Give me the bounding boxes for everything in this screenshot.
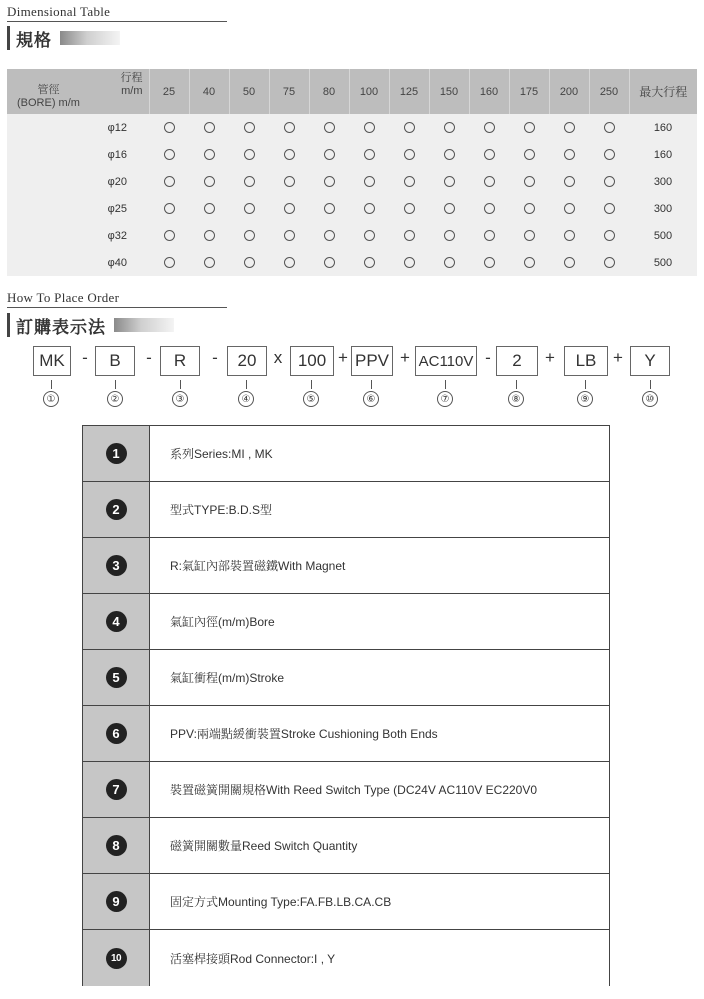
legend-number: 8 (106, 835, 127, 856)
legend-number: 4 (106, 611, 127, 632)
position-number-8: ⑧ (508, 391, 524, 407)
bore-cell: φ16 (7, 141, 149, 168)
heading-gradient-bar (60, 31, 120, 45)
availability-cell (509, 249, 549, 276)
available-circle-icon (524, 203, 535, 214)
available-circle-icon (604, 149, 615, 160)
available-circle-icon (284, 230, 295, 241)
availability-cell (549, 168, 589, 195)
available-circle-icon (404, 149, 415, 160)
stroke-header-cell: 75 (269, 69, 309, 114)
availability-cell (149, 141, 189, 168)
heading-bar (7, 313, 10, 337)
available-circle-icon (244, 257, 255, 268)
stroke-header-cell: 175 (509, 69, 549, 114)
availability-cell (429, 249, 469, 276)
order-title-rule (7, 307, 227, 308)
available-circle-icon (364, 176, 375, 187)
availability-cell (349, 114, 389, 141)
legend-number-cell (83, 650, 150, 705)
code-tick (650, 380, 651, 389)
legend-number: 7 (106, 779, 127, 800)
available-circle-icon (364, 122, 375, 133)
legend-description: 型式TYPE:B.D.S型 (150, 482, 609, 537)
availability-cell (149, 195, 189, 222)
position-number-9: ⑨ (577, 391, 593, 407)
availability-cell (469, 222, 509, 249)
available-circle-icon (484, 203, 495, 214)
availability-cell (509, 222, 549, 249)
available-circle-icon (164, 176, 175, 187)
availability-cell (389, 168, 429, 195)
max-stroke-cell: 300 (629, 168, 697, 195)
bore-cell: φ20 (7, 168, 149, 195)
availability-cell (349, 249, 389, 276)
available-circle-icon (564, 257, 575, 268)
code-tick (371, 380, 372, 389)
availability-cell (309, 114, 349, 141)
available-circle-icon (324, 122, 335, 133)
table-row (7, 114, 697, 141)
table-row (7, 141, 697, 168)
available-circle-icon (204, 203, 215, 214)
legend-number-cell (83, 482, 150, 537)
availability-cell (469, 114, 509, 141)
available-circle-icon (324, 176, 335, 187)
legend-number: 6 (106, 723, 127, 744)
availability-cell (309, 141, 349, 168)
legend-number: 9 (106, 891, 127, 912)
stroke-header-cell: 25 (149, 69, 189, 114)
table-header-row (7, 69, 697, 114)
available-circle-icon (164, 230, 175, 241)
available-circle-icon (324, 203, 335, 214)
legend-number: 1 (106, 443, 127, 464)
availability-cell (589, 114, 629, 141)
available-circle-icon (404, 203, 415, 214)
available-circle-icon (604, 122, 615, 133)
heading-gradient-bar (114, 318, 174, 332)
legend-row (83, 818, 609, 874)
availability-cell (429, 168, 469, 195)
availability-cell (149, 222, 189, 249)
available-circle-icon (444, 230, 455, 241)
available-circle-icon (524, 122, 535, 133)
code-magnet-box: R (160, 346, 200, 376)
availability-cell (189, 141, 229, 168)
code-separator: + (338, 348, 348, 367)
available-circle-icon (444, 176, 455, 187)
code-separator: + (545, 348, 555, 367)
available-circle-icon (564, 176, 575, 187)
availability-cell (549, 222, 589, 249)
stroke-unit: m/m (121, 85, 143, 97)
available-circle-icon (244, 203, 255, 214)
available-circle-icon (204, 122, 215, 133)
legend-row (83, 706, 609, 762)
max-stroke-cell: 500 (629, 249, 697, 276)
availability-cell (509, 195, 549, 222)
availability-cell (309, 222, 349, 249)
availability-cell (589, 249, 629, 276)
legend-number-cell (83, 818, 150, 873)
stroke-header-cell: 50 (229, 69, 269, 114)
bore-axis-label (17, 84, 80, 110)
available-circle-icon (204, 149, 215, 160)
available-circle-icon (324, 230, 335, 241)
available-circle-icon (404, 230, 415, 241)
available-circle-icon (524, 176, 535, 187)
available-circle-icon (524, 257, 535, 268)
availability-cell (549, 141, 589, 168)
availability-cell (549, 195, 589, 222)
available-circle-icon (444, 149, 455, 160)
bore-label-zh: 管徑 (37, 84, 60, 96)
availability-cell (349, 141, 389, 168)
available-circle-icon (564, 149, 575, 160)
legend-row (83, 930, 609, 986)
dimensional-table (7, 69, 697, 276)
max-stroke-cell: 160 (629, 141, 697, 168)
legend-description: 磁簧開關數量Reed Switch Quantity (150, 818, 609, 873)
availability-cell (589, 222, 629, 249)
position-number-6: ⑥ (363, 391, 379, 407)
dimensional-title-rule (7, 21, 227, 22)
available-circle-icon (604, 176, 615, 187)
available-circle-icon (404, 257, 415, 268)
availability-cell (189, 195, 229, 222)
position-number-2: ② (107, 391, 123, 407)
table-corner-header (7, 69, 149, 114)
stroke-header-cell: 40 (189, 69, 229, 114)
availability-cell (309, 168, 349, 195)
availability-cell (469, 195, 509, 222)
availability-cell (189, 222, 229, 249)
bore-cell: φ25 (7, 195, 149, 222)
availability-cell (149, 168, 189, 195)
dimensional-title-zh: 規格 (16, 30, 52, 51)
availability-cell (589, 195, 629, 222)
legend-row (83, 426, 609, 482)
position-number-1: ① (43, 391, 59, 407)
availability-cell (349, 222, 389, 249)
available-circle-icon (444, 257, 455, 268)
legend-description: PPV:兩端點緩衝裝置Stroke Cushioning Both Ends (150, 706, 609, 761)
stroke-header-cell: 100 (349, 69, 389, 114)
legend-number-cell (83, 706, 150, 761)
table-row (7, 195, 697, 222)
legend-description: 固定方式Mounting Type:FA.FB.LB.CA.CB (150, 874, 609, 929)
max-stroke-header: 最大行程 (629, 69, 697, 114)
code-cushion-box: PPV (351, 346, 393, 376)
code-switch-box: AC110V (415, 346, 477, 376)
legend-row (83, 762, 609, 818)
bore-label-en: (BORE) m/m (17, 97, 80, 109)
stroke-header-cell: 160 (469, 69, 509, 114)
heading-bar (7, 26, 10, 50)
available-circle-icon (484, 149, 495, 160)
availability-cell (589, 141, 629, 168)
available-circle-icon (284, 203, 295, 214)
code-separator: + (400, 348, 410, 367)
availability-cell (229, 141, 269, 168)
available-circle-icon (164, 149, 175, 160)
available-circle-icon (204, 230, 215, 241)
position-number-5: ⑤ (303, 391, 319, 407)
code-series-box: MK (33, 346, 71, 376)
availability-cell (469, 249, 509, 276)
code-rod-box: Y (630, 346, 670, 376)
available-circle-icon (564, 203, 575, 214)
available-circle-icon (204, 176, 215, 187)
table-row (7, 168, 697, 195)
code-tick (445, 380, 446, 389)
order-legend-table (82, 425, 610, 986)
legend-description: R:氣缸內部裝置磁鐵With Magnet (150, 538, 609, 593)
legend-row (83, 482, 609, 538)
available-circle-icon (564, 122, 575, 133)
legend-number-cell (83, 762, 150, 817)
legend-row (83, 874, 609, 930)
available-circle-icon (324, 257, 335, 268)
availability-cell (349, 195, 389, 222)
legend-row (83, 594, 609, 650)
order-title-zh: 訂購表示法 (16, 317, 106, 338)
availability-cell (389, 114, 429, 141)
stroke-header-cell: 125 (389, 69, 429, 114)
available-circle-icon (604, 230, 615, 241)
legend-number-cell (83, 538, 150, 593)
code-tick (311, 380, 312, 389)
availability-cell (429, 141, 469, 168)
available-circle-icon (244, 149, 255, 160)
available-circle-icon (404, 176, 415, 187)
available-circle-icon (484, 257, 495, 268)
availability-cell (429, 114, 469, 141)
available-circle-icon (204, 257, 215, 268)
available-circle-icon (244, 230, 255, 241)
availability-cell (189, 249, 229, 276)
availability-cell (229, 222, 269, 249)
code-stroke-box: 100 (290, 346, 334, 376)
availability-cell (269, 195, 309, 222)
position-number-7: ⑦ (437, 391, 453, 407)
availability-cell (229, 168, 269, 195)
availability-cell (269, 168, 309, 195)
max-stroke-cell: 500 (629, 222, 697, 249)
availability-cell (429, 222, 469, 249)
position-number-10: ⑩ (642, 391, 658, 407)
available-circle-icon (444, 122, 455, 133)
availability-cell (389, 195, 429, 222)
availability-cell (389, 141, 429, 168)
table-row (7, 222, 697, 249)
available-circle-icon (324, 149, 335, 160)
availability-cell (549, 249, 589, 276)
availability-cell (149, 114, 189, 141)
code-tick (180, 380, 181, 389)
available-circle-icon (244, 122, 255, 133)
legend-number-cell (83, 874, 150, 929)
legend-row (83, 650, 609, 706)
available-circle-icon (284, 122, 295, 133)
availability-cell (549, 114, 589, 141)
available-circle-icon (444, 203, 455, 214)
stroke-header-cell: 250 (589, 69, 629, 114)
available-circle-icon (364, 230, 375, 241)
legend-description: 氣缸內徑(m/m)Bore (150, 594, 609, 649)
code-tick (516, 380, 517, 389)
legend-number: 2 (106, 499, 127, 520)
availability-cell (269, 114, 309, 141)
availability-cell (269, 141, 309, 168)
availability-cell (229, 195, 269, 222)
stroke-axis-label (121, 72, 143, 98)
available-circle-icon (164, 257, 175, 268)
availability-cell (429, 195, 469, 222)
code-tick (246, 380, 247, 389)
position-number-3: ③ (172, 391, 188, 407)
available-circle-icon (604, 257, 615, 268)
code-tick (115, 380, 116, 389)
code-tick (51, 380, 52, 389)
order-title-en: How To Place Order (7, 290, 120, 305)
stroke-label-zh: 行程 (120, 72, 143, 84)
code-type-box: B (95, 346, 135, 376)
availability-cell (269, 222, 309, 249)
code-quantity-box: 2 (496, 346, 538, 376)
available-circle-icon (364, 149, 375, 160)
availability-cell (349, 168, 389, 195)
legend-number: 3 (106, 555, 127, 576)
availability-cell (509, 141, 549, 168)
available-circle-icon (524, 149, 535, 160)
legend-description: 系列Series:MI , MK (150, 426, 609, 481)
legend-number: 10 (106, 948, 127, 969)
code-separator: - (82, 348, 88, 367)
availability-cell (229, 249, 269, 276)
available-circle-icon (484, 122, 495, 133)
availability-cell (509, 168, 549, 195)
availability-cell (589, 168, 629, 195)
max-stroke-cell: 300 (629, 195, 697, 222)
position-number-4: ④ (238, 391, 254, 407)
stroke-header-cell: 80 (309, 69, 349, 114)
available-circle-icon (164, 122, 175, 133)
code-bore-box: 20 (227, 346, 267, 376)
availability-cell (509, 114, 549, 141)
code-separator: - (485, 348, 491, 367)
bore-cell: φ12 (7, 114, 149, 141)
bore-cell: φ32 (7, 222, 149, 249)
dimensional-heading (7, 25, 120, 51)
code-separator: - (146, 348, 152, 367)
available-circle-icon (404, 122, 415, 133)
stroke-header-cell: 150 (429, 69, 469, 114)
legend-number-cell (83, 426, 150, 481)
code-mounting-box: LB (564, 346, 608, 376)
availability-cell (469, 141, 509, 168)
available-circle-icon (564, 230, 575, 241)
availability-cell (389, 222, 429, 249)
available-circle-icon (364, 203, 375, 214)
available-circle-icon (484, 230, 495, 241)
order-heading (7, 312, 174, 338)
availability-cell (389, 249, 429, 276)
max-stroke-cell: 160 (629, 114, 697, 141)
availability-cell (189, 114, 229, 141)
available-circle-icon (604, 203, 615, 214)
availability-cell (309, 249, 349, 276)
available-circle-icon (164, 203, 175, 214)
availability-cell (229, 114, 269, 141)
legend-description: 氣缸衝程(m/m)Stroke (150, 650, 609, 705)
availability-cell (469, 168, 509, 195)
available-circle-icon (284, 176, 295, 187)
legend-number: 5 (106, 667, 127, 688)
code-separator: - (212, 348, 218, 367)
availability-cell (309, 195, 349, 222)
available-circle-icon (284, 257, 295, 268)
available-circle-icon (484, 176, 495, 187)
legend-number-cell (83, 930, 150, 986)
availability-cell (269, 249, 309, 276)
code-separator: + (613, 348, 623, 367)
availability-cell (149, 249, 189, 276)
bore-cell: φ40 (7, 249, 149, 276)
legend-row (83, 538, 609, 594)
legend-description: 裝置磁簧開關規格With Reed Switch Type (DC24V AC110V EC220V0 (150, 762, 609, 817)
available-circle-icon (244, 176, 255, 187)
dimensional-title-en: Dimensional Table (7, 4, 111, 19)
stroke-header-cell: 200 (549, 69, 589, 114)
legend-number-cell (83, 594, 150, 649)
available-circle-icon (284, 149, 295, 160)
available-circle-icon (524, 230, 535, 241)
available-circle-icon (364, 257, 375, 268)
availability-cell (189, 168, 229, 195)
code-separator: x (273, 348, 283, 367)
code-tick (585, 380, 586, 389)
table-row (7, 249, 697, 276)
legend-description: 活塞桿接頭Rod Connector:I , Y (150, 930, 609, 986)
